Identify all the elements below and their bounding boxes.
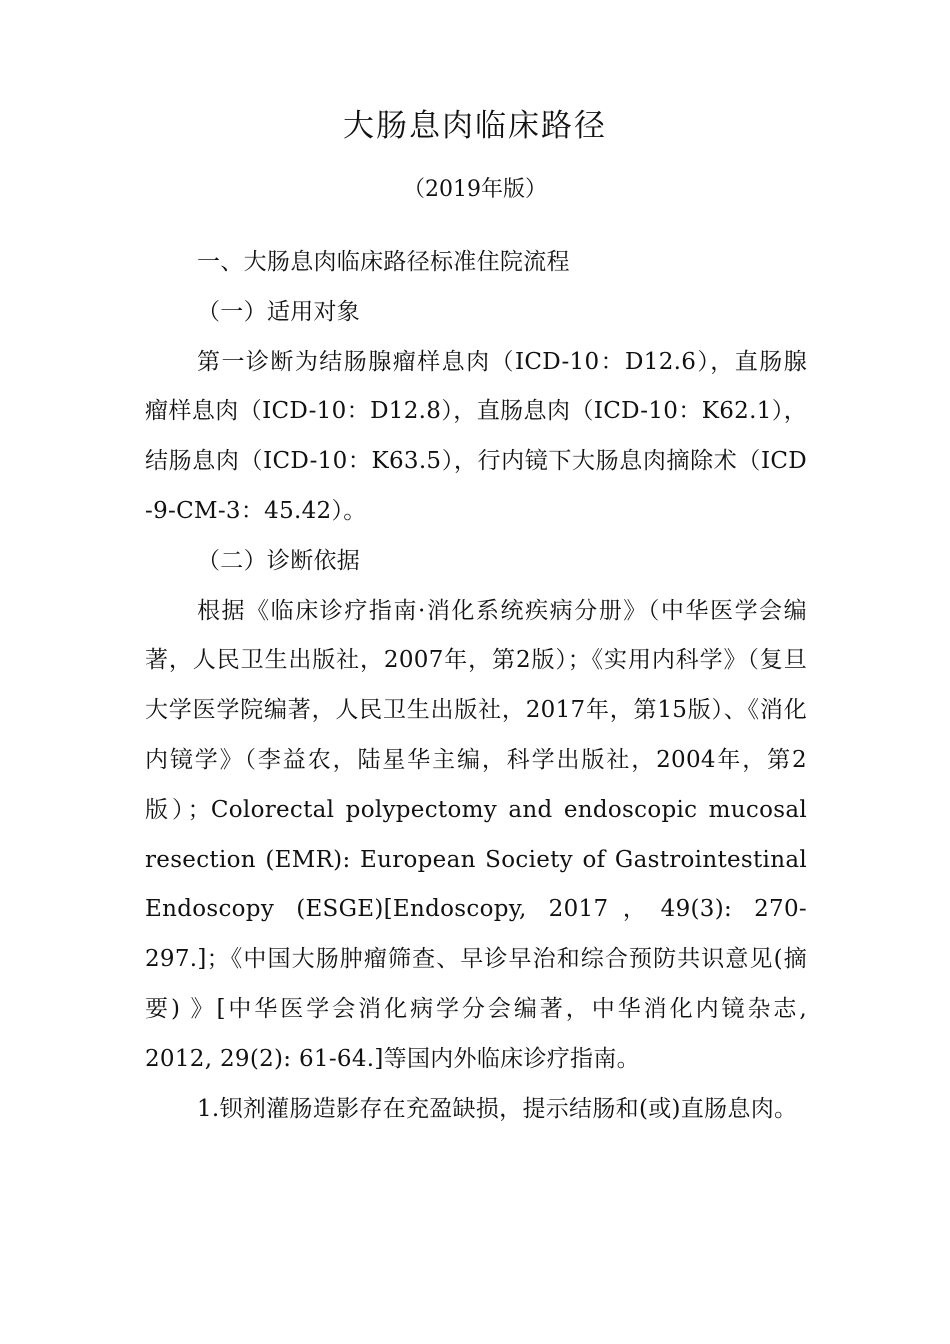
document-body [145, 238, 807, 1134]
document-title: 大肠息肉临床路径 [343, 108, 607, 144]
paragraph-applicable-objects: 第一诊断为结肠腺瘤样息肉（ICD-10：D12.6），直肠腺瘤样息肉（ICD-10：D12.8），直肠息肉（ICD-10：K62.1），结肠息肉（ICD-10：K63.5），行内镜下大肠息肉摘除术（ICD-9-CM-3：45.42）。 [145, 348, 807, 524]
section-heading: 一、大肠息肉临床路径标准住院流程 [197, 249, 570, 275]
subsection-heading-applicable-objects: （一）适用对象 [197, 298, 361, 325]
paragraph-item-1: 1.钡剂灌肠造影存在充盈缺损，提示结肠和(或)直肠息肉。 [197, 1095, 798, 1122]
paragraph-diagnosis-basis: 根据《临床诊疗指南·消化系统疾病分册》（中华医学会编著，人民卫生出版社，2007年，第2版）；《实用内科学》（复旦大学医学院编著，人民卫生出版社，2017年，第15版）、《消化内镜学》（李益农，陆星华主编，科学出版社，2004年，第2版）；Colorectal polypectomy and endoscopic mucosal resection (EMR): European Society of Gastrointestinal Endoscopy (ESGE)[Endoscopy, 2017，49(3): 270-297.]；《中国大肠肿瘤筛查、早诊早治和综合预防共识意见(摘要) 》[中华医学会消化病学分会编著，中华消化内镜杂志, 2012, 29(2): 61-64.]等国内外临床诊疗指南。 [145, 597, 807, 1072]
subsection-heading-diagnosis-basis: （二）诊断依据 [197, 547, 361, 574]
document-subtitle: （2019年版） [403, 177, 547, 202]
